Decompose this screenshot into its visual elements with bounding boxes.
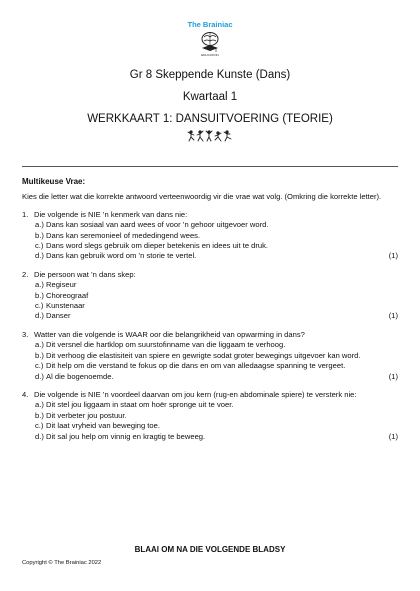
option-letter[interactable]: a.) (35, 280, 44, 290)
option-text: Regiseur (46, 280, 77, 290)
option-b[interactable] (35, 231, 398, 241)
marks-label: (1) (388, 251, 398, 261)
option-letter[interactable]: a.) (35, 340, 44, 350)
option-text: Danser (46, 311, 71, 321)
marks-label: (1) (388, 431, 398, 441)
option-c[interactable] (35, 361, 398, 371)
option-letter[interactable]: b.) (35, 290, 44, 300)
question-1 (22, 210, 398, 262)
header-divider (22, 166, 398, 167)
option-letter[interactable]: c.) (35, 241, 44, 251)
option-letter[interactable]: d.) (35, 431, 44, 441)
option-text: Dans kan sosiaal van aard wees of voor ’n gehoor uitgevoer word. (46, 220, 269, 230)
option-a[interactable] (35, 220, 398, 230)
question-number: 3. (22, 329, 29, 339)
option-text: Dit help om die verstand te fokus op die dans en om van alledaagse spanning te vergeet. (46, 361, 346, 371)
question-3 (22, 330, 398, 382)
option-text: Dans kan seremonieel of mededingend wees. (46, 230, 201, 240)
dancers-illustration-icon (187, 130, 233, 142)
option-d[interactable] (35, 432, 398, 442)
option-c[interactable] (35, 241, 398, 251)
option-letter[interactable]: b.) (35, 350, 44, 360)
worksheet-content (22, 177, 398, 450)
option-letter[interactable]: c.) (35, 301, 44, 311)
option-letter[interactable]: a.) (35, 400, 44, 410)
term-label: Kwartaal 1 (182, 91, 238, 103)
option-letter[interactable]: b.) (35, 410, 44, 420)
option-a[interactable] (35, 400, 398, 410)
option-text: Dit laat vryheid van beweging toe. (46, 421, 160, 431)
option-text: Dit versnel die hartklop om suurstofinname van die liggaam te verhoog. (46, 340, 286, 350)
option-letter[interactable]: b.) (35, 230, 44, 240)
option-letter[interactable]: d.) (35, 251, 44, 261)
logo (0, 20, 420, 57)
option-c[interactable] (35, 421, 398, 431)
option-text: Dans kan gebruik word om ’n storie te vertel. (46, 251, 197, 261)
question-text: Die volgende is NIE ’n kenmerk van dans nie: (34, 209, 188, 219)
option-c[interactable] (35, 301, 398, 311)
marks-label: (1) (388, 311, 398, 321)
question-2 (22, 270, 398, 322)
worksheet-title: WERKKAART 1: DANSUITVOERING (TEORIE) (87, 113, 333, 125)
option-b[interactable] (35, 291, 398, 301)
option-d[interactable] (35, 251, 398, 261)
next-page-notice: BLAAI OM NA DIE VOLGENDE BLADSY (134, 545, 286, 554)
brain-graduation-icon (199, 31, 221, 57)
option-d[interactable] (35, 372, 398, 382)
question-number: 1. (22, 209, 29, 219)
option-text: Dans word slegs gebruik om dieper betekenis en idees uit te druk. (46, 241, 269, 251)
page-title: Gr 8 Skeppende Kunste (Dans) (129, 69, 291, 81)
question-text: Die persoon wat ’n dans skep: (34, 269, 136, 279)
question-text: Die volgende is NIE ’n voordeel daarvan om jou kern (rug-en abdominale spiere) te versterk nie: (34, 389, 357, 399)
worksheet-header (0, 68, 420, 142)
option-b[interactable] (35, 351, 398, 361)
question-text: Watter van die volgende is WAAR oor die belangrikheid van opwarming in dans? (34, 329, 305, 339)
option-text: Dit verhoog die elastisiteit van spiere en gewrigte sodat groter bewegings uitgevoer kan word. (46, 350, 361, 360)
question-4 (22, 390, 398, 442)
option-a[interactable] (35, 340, 398, 350)
option-letter[interactable]: c.) (35, 361, 44, 371)
option-letter[interactable]: d.) (35, 311, 44, 321)
question-number: 4. (22, 389, 29, 399)
option-text: Dit verbeter jou postuur. (46, 410, 127, 420)
option-b[interactable] (35, 411, 398, 421)
question-number: 2. (22, 269, 29, 279)
option-text: Choreograaf (46, 290, 89, 300)
marks-label: (1) (388, 371, 398, 381)
option-letter[interactable]: d.) (35, 371, 44, 381)
logo-brand: The Brainiac (187, 20, 233, 29)
option-text: Dit sal jou help om vinnig en kragtig te beweeg. (46, 431, 206, 441)
copyright: Copyright © The Brainiac 2022 (22, 560, 102, 566)
option-a[interactable] (35, 280, 398, 290)
logo-tagline: EDUCATION (201, 53, 219, 57)
option-d[interactable] (35, 311, 398, 321)
option-text: Al die bogenoemde. (46, 371, 114, 381)
option-letter[interactable]: c.) (35, 421, 44, 431)
section-title: Multikeuse Vrae: (22, 177, 86, 186)
instructions: Kies die letter wat die korrekte antwoord verteenwoordig vir die vrae wat volg. (Omkring die korrekte letter). (22, 192, 382, 202)
option-text: Dit stel jou liggaam in staat om hoër spronge uit te voer. (46, 400, 234, 410)
option-text: Kunstenaar (46, 301, 85, 311)
option-letter[interactable]: a.) (35, 220, 44, 230)
